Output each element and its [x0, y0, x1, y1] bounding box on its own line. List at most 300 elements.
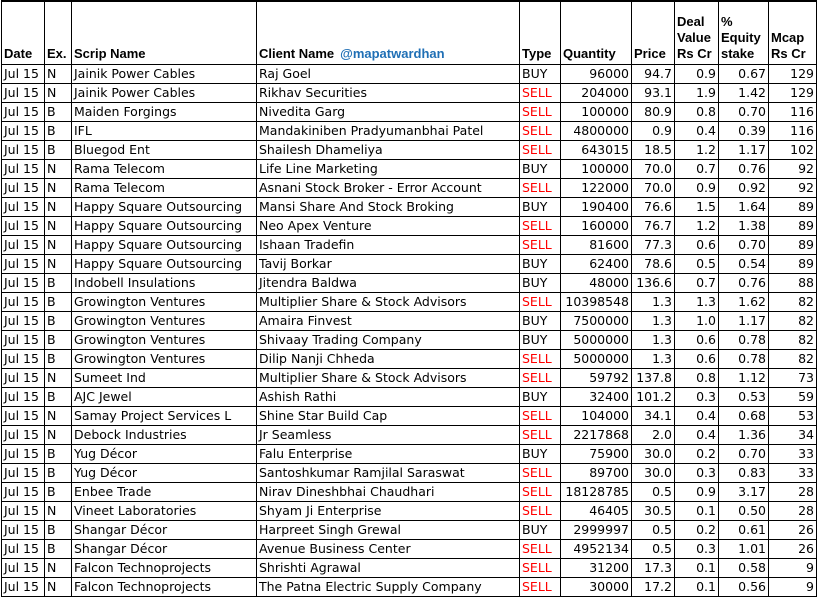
header-date: Date [2, 1, 45, 65]
price-cell: 0.5 [632, 483, 675, 502]
price-cell: 30.5 [632, 502, 675, 521]
deal-value-cell: 1.5 [675, 198, 719, 217]
scrip-cell: Falcon Technoprojects [72, 578, 257, 597]
type-cell: SELL [520, 502, 561, 521]
type-cell: SELL [520, 179, 561, 198]
type-cell: BUY [520, 312, 561, 331]
date-cell: Jul 15 [2, 350, 45, 369]
equity-stake-cell: 0.76 [719, 274, 769, 293]
equity-stake-cell: 1.12 [719, 369, 769, 388]
deal-value-cell: 0.3 [675, 464, 719, 483]
scrip-cell: Yug Décor [72, 445, 257, 464]
quantity-cell: 5000000 [561, 350, 632, 369]
scrip-cell: Enbee Trade [72, 483, 257, 502]
date-cell: Jul 15 [2, 331, 45, 350]
equity-stake-cell: 0.83 [719, 464, 769, 483]
type-cell: SELL [520, 559, 561, 578]
deal-value-cell: 0.4 [675, 407, 719, 426]
deal-value-cell: 0.1 [675, 578, 719, 597]
quantity-cell: 643015 [561, 141, 632, 160]
equity-stake-cell: 1.62 [719, 293, 769, 312]
deal-value-cell: 1.3 [675, 293, 719, 312]
client-cell: Falu Enterprise [257, 445, 520, 464]
equity-stake-cell: 0.54 [719, 255, 769, 274]
equity-stake-cell: 1.38 [719, 217, 769, 236]
price-cell: 0.5 [632, 521, 675, 540]
price-cell: 1.3 [632, 293, 675, 312]
deal-value-cell: 0.4 [675, 122, 719, 141]
exchange-cell: N [45, 160, 72, 179]
deal-value-cell: 0.8 [675, 103, 719, 122]
table-row [2, 122, 817, 141]
table-row [2, 103, 817, 122]
table-row [2, 426, 817, 445]
quantity-cell: 96000 [561, 65, 632, 84]
type-cell: BUY [520, 255, 561, 274]
client-cell: Dilip Nanji Chheda [257, 350, 520, 369]
equity-stake-cell: 3.17 [719, 483, 769, 502]
scrip-cell: Jainik Power Cables [72, 65, 257, 84]
equity-stake-cell: 0.61 [719, 521, 769, 540]
deal-value-cell: 0.4 [675, 426, 719, 445]
mcap-cell: 59 [769, 388, 817, 407]
equity-stake-cell: 0.68 [719, 407, 769, 426]
type-cell: SELL [520, 236, 561, 255]
quantity-cell: 2217868 [561, 426, 632, 445]
scrip-cell: Maiden Forgings [72, 103, 257, 122]
date-cell: Jul 15 [2, 141, 45, 160]
exchange-cell: N [45, 179, 72, 198]
exchange-cell: B [45, 483, 72, 502]
table-row [2, 521, 817, 540]
type-cell: SELL [520, 350, 561, 369]
header-price: Price [632, 1, 675, 65]
mcap-cell: 82 [769, 312, 817, 331]
scrip-cell: Happy Square Outsourcing [72, 236, 257, 255]
deal-value-cell: 1.2 [675, 141, 719, 160]
price-cell: 136.6 [632, 274, 675, 293]
quantity-cell: 31200 [561, 559, 632, 578]
deal-value-cell: 0.1 [675, 502, 719, 521]
exchange-cell: B [45, 122, 72, 141]
date-cell: Jul 15 [2, 483, 45, 502]
mcap-cell: 92 [769, 179, 817, 198]
table-row [2, 445, 817, 464]
equity-stake-cell: 0.70 [719, 236, 769, 255]
type-cell: BUY [520, 388, 561, 407]
bulk-deals-table [1, 0, 817, 597]
exchange-cell: N [45, 426, 72, 445]
client-cell: Mandakiniben Pradyumanbhai Patel [257, 122, 520, 141]
scrip-cell: Rama Telecom [72, 179, 257, 198]
client-cell: Jitendra Baldwa [257, 274, 520, 293]
type-cell: SELL [520, 103, 561, 122]
deal-value-cell: 0.6 [675, 350, 719, 369]
mcap-cell: 116 [769, 122, 817, 141]
date-cell: Jul 15 [2, 217, 45, 236]
date-cell: Jul 15 [2, 426, 45, 445]
client-cell: Nirav Dineshbhai Chaudhari [257, 483, 520, 502]
exchange-cell: B [45, 141, 72, 160]
header-deal-value: Deal Value Rs Cr [675, 1, 719, 65]
table-row [2, 255, 817, 274]
scrip-cell: Growington Ventures [72, 293, 257, 312]
table-row [2, 578, 817, 597]
client-cell: Shrishti Agrawal [257, 559, 520, 578]
table-row [2, 179, 817, 198]
mcap-cell: 28 [769, 483, 817, 502]
header-client-label: Client Name [259, 46, 335, 61]
deal-value-cell: 0.8 [675, 369, 719, 388]
scrip-cell: Vineet Laboratories [72, 502, 257, 521]
equity-stake-cell: 0.78 [719, 350, 769, 369]
equity-stake-cell: 0.39 [719, 122, 769, 141]
exchange-cell: B [45, 350, 72, 369]
header-exchange: Ex. [45, 1, 72, 65]
scrip-cell: Rama Telecom [72, 160, 257, 179]
price-cell: 1.3 [632, 312, 675, 331]
price-cell: 1.3 [632, 331, 675, 350]
scrip-cell: Happy Square Outsourcing [72, 217, 257, 236]
header-mcap: Mcap Rs Cr [769, 1, 817, 65]
date-cell: Jul 15 [2, 198, 45, 217]
date-cell: Jul 15 [2, 84, 45, 103]
scrip-cell: Growington Ventures [72, 331, 257, 350]
scrip-cell: Debock Industries [72, 426, 257, 445]
date-cell: Jul 15 [2, 160, 45, 179]
exchange-cell: B [45, 103, 72, 122]
equity-stake-cell: 1.36 [719, 426, 769, 445]
client-cell: Shyam Ji Enterprise [257, 502, 520, 521]
exchange-cell: N [45, 578, 72, 597]
deal-value-cell: 0.6 [675, 331, 719, 350]
equity-stake-cell: 0.53 [719, 388, 769, 407]
price-cell: 101.2 [632, 388, 675, 407]
scrip-cell: Yug Décor [72, 464, 257, 483]
exchange-cell: B [45, 540, 72, 559]
deal-value-cell: 0.7 [675, 160, 719, 179]
deal-value-cell: 0.5 [675, 255, 719, 274]
mcap-cell: 82 [769, 350, 817, 369]
price-cell: 80.9 [632, 103, 675, 122]
quantity-cell: 59792 [561, 369, 632, 388]
mcap-cell: 9 [769, 578, 817, 597]
header-scrip: Scrip Name [72, 1, 257, 65]
quantity-cell: 160000 [561, 217, 632, 236]
client-cell: Life Line Marketing [257, 160, 520, 179]
type-cell: SELL [520, 369, 561, 388]
quantity-cell: 32400 [561, 388, 632, 407]
date-cell: Jul 15 [2, 502, 45, 521]
date-cell: Jul 15 [2, 464, 45, 483]
mcap-cell: 89 [769, 236, 817, 255]
client-cell: Amaira Finvest [257, 312, 520, 331]
client-cell: The Patna Electric Supply Company [257, 578, 520, 597]
quantity-cell: 10398548 [561, 293, 632, 312]
date-cell: Jul 15 [2, 312, 45, 331]
price-cell: 34.1 [632, 407, 675, 426]
price-cell: 76.6 [632, 198, 675, 217]
quantity-cell: 4952134 [561, 540, 632, 559]
equity-stake-cell: 0.76 [719, 160, 769, 179]
table-row [2, 483, 817, 502]
quantity-cell: 48000 [561, 274, 632, 293]
deal-value-cell: 0.2 [675, 521, 719, 540]
quantity-cell: 122000 [561, 179, 632, 198]
date-cell: Jul 15 [2, 255, 45, 274]
table-row [2, 65, 817, 84]
table-row [2, 84, 817, 103]
equity-stake-cell: 0.70 [719, 103, 769, 122]
date-cell: Jul 15 [2, 540, 45, 559]
date-cell: Jul 15 [2, 369, 45, 388]
date-cell: Jul 15 [2, 578, 45, 597]
exchange-cell: N [45, 369, 72, 388]
mcap-cell: 89 [769, 255, 817, 274]
price-cell: 1.3 [632, 350, 675, 369]
exchange-cell: B [45, 331, 72, 350]
deal-value-cell: 1.0 [675, 312, 719, 331]
client-cell: Neo Apex Venture [257, 217, 520, 236]
deal-value-cell: 0.3 [675, 540, 719, 559]
table-row [2, 464, 817, 483]
exchange-cell: N [45, 217, 72, 236]
scrip-cell: Sumeet Ind [72, 369, 257, 388]
type-cell: SELL [520, 122, 561, 141]
table-row [2, 502, 817, 521]
date-cell: Jul 15 [2, 103, 45, 122]
exchange-cell: N [45, 65, 72, 84]
mcap-cell: 92 [769, 160, 817, 179]
type-cell: SELL [520, 217, 561, 236]
header-equity-stake: % Equity stake [719, 1, 769, 65]
client-cell: Rikhav Securities [257, 84, 520, 103]
price-cell: 17.3 [632, 559, 675, 578]
quantity-cell: 46405 [561, 502, 632, 521]
equity-stake-cell: 0.70 [719, 445, 769, 464]
deal-value-cell: 0.1 [675, 559, 719, 578]
equity-stake-cell: 1.17 [719, 312, 769, 331]
table-row [2, 141, 817, 160]
mcap-cell: 34 [769, 426, 817, 445]
equity-stake-cell: 1.42 [719, 84, 769, 103]
type-cell: BUY [520, 160, 561, 179]
price-cell: 137.8 [632, 369, 675, 388]
client-cell: Jr Seamless [257, 426, 520, 445]
client-cell: Santoshkumar Ramjilal Saraswat [257, 464, 520, 483]
mcap-cell: 88 [769, 274, 817, 293]
type-cell: BUY [520, 274, 561, 293]
exchange-cell: N [45, 559, 72, 578]
type-cell: SELL [520, 141, 561, 160]
scrip-cell: Jainik Power Cables [72, 84, 257, 103]
exchange-cell: B [45, 521, 72, 540]
type-cell: BUY [520, 521, 561, 540]
quantity-cell: 62400 [561, 255, 632, 274]
table-row [2, 350, 817, 369]
price-cell: 70.0 [632, 160, 675, 179]
mcap-cell: 73 [769, 369, 817, 388]
header-client [257, 1, 520, 65]
mcap-cell: 102 [769, 141, 817, 160]
table-row [2, 388, 817, 407]
scrip-cell: Falcon Technoprojects [72, 559, 257, 578]
equity-stake-cell: 0.58 [719, 559, 769, 578]
deal-value-cell: 0.9 [675, 179, 719, 198]
equity-stake-cell: 1.01 [719, 540, 769, 559]
quantity-cell: 81600 [561, 236, 632, 255]
client-cell: Mansi Share And Stock Broking [257, 198, 520, 217]
deal-value-cell: 0.7 [675, 274, 719, 293]
date-cell: Jul 15 [2, 521, 45, 540]
scrip-cell: Samay Project Services L [72, 407, 257, 426]
date-cell: Jul 15 [2, 445, 45, 464]
quantity-cell: 75900 [561, 445, 632, 464]
equity-stake-cell: 0.56 [719, 578, 769, 597]
client-cell: Shine Star Build Cap [257, 407, 520, 426]
price-cell: 94.7 [632, 65, 675, 84]
price-cell: 30.0 [632, 464, 675, 483]
type-cell: BUY [520, 331, 561, 350]
scrip-cell: Shangar Décor [72, 540, 257, 559]
date-cell: Jul 15 [2, 293, 45, 312]
client-cell: Ishaan Tradefin [257, 236, 520, 255]
client-cell: Shivaay Trading Company [257, 331, 520, 350]
deal-value-cell: 1.9 [675, 84, 719, 103]
type-cell: SELL [520, 84, 561, 103]
table-row [2, 293, 817, 312]
type-cell: SELL [520, 483, 561, 502]
exchange-cell: B [45, 312, 72, 331]
quantity-cell: 2999997 [561, 521, 632, 540]
date-cell: Jul 15 [2, 65, 45, 84]
deal-value-cell: 0.9 [675, 65, 719, 84]
table-row [2, 540, 817, 559]
header-row [2, 1, 817, 65]
price-cell: 77.3 [632, 236, 675, 255]
quantity-cell: 7500000 [561, 312, 632, 331]
scrip-cell: Growington Ventures [72, 312, 257, 331]
quantity-cell: 100000 [561, 103, 632, 122]
scrip-cell: Happy Square Outsourcing [72, 198, 257, 217]
price-cell: 76.7 [632, 217, 675, 236]
exchange-cell: B [45, 388, 72, 407]
scrip-cell: Indobell Insulations [72, 274, 257, 293]
scrip-cell: AJC Jewel [72, 388, 257, 407]
table-row [2, 369, 817, 388]
mcap-cell: 129 [769, 84, 817, 103]
equity-stake-cell: 0.92 [719, 179, 769, 198]
mcap-cell: 89 [769, 198, 817, 217]
client-cell: Avenue Business Center [257, 540, 520, 559]
price-cell: 30.0 [632, 445, 675, 464]
exchange-cell: B [45, 464, 72, 483]
type-cell: SELL [520, 540, 561, 559]
quantity-cell: 204000 [561, 84, 632, 103]
mcap-cell: 9 [769, 559, 817, 578]
deal-value-cell: 0.6 [675, 236, 719, 255]
equity-stake-cell: 0.67 [719, 65, 769, 84]
exchange-cell: B [45, 293, 72, 312]
price-cell: 78.6 [632, 255, 675, 274]
table-row [2, 312, 817, 331]
table-row [2, 160, 817, 179]
exchange-cell: N [45, 198, 72, 217]
price-cell: 18.5 [632, 141, 675, 160]
client-cell: Raj Goel [257, 65, 520, 84]
client-cell: Multiplier Share & Stock Advisors [257, 369, 520, 388]
mcap-cell: 33 [769, 445, 817, 464]
quantity-cell: 89700 [561, 464, 632, 483]
price-cell: 17.2 [632, 578, 675, 597]
date-cell: Jul 15 [2, 559, 45, 578]
exchange-cell: N [45, 502, 72, 521]
mcap-cell: 129 [769, 65, 817, 84]
type-cell: SELL [520, 426, 561, 445]
mcap-cell: 28 [769, 502, 817, 521]
scrip-cell: Bluegod Ent [72, 141, 257, 160]
table-row [2, 274, 817, 293]
table-row [2, 236, 817, 255]
table-row [2, 407, 817, 426]
table-body [2, 65, 817, 597]
price-cell: 70.0 [632, 179, 675, 198]
deal-value-cell: 0.2 [675, 445, 719, 464]
mcap-cell: 26 [769, 540, 817, 559]
exchange-cell: N [45, 255, 72, 274]
date-cell: Jul 15 [2, 274, 45, 293]
type-cell: BUY [520, 445, 561, 464]
mcap-cell: 89 [769, 217, 817, 236]
type-cell: SELL [520, 578, 561, 597]
client-cell: Multiplier Share & Stock Advisors [257, 293, 520, 312]
exchange-cell: N [45, 407, 72, 426]
type-cell: SELL [520, 464, 561, 483]
price-cell: 2.0 [632, 426, 675, 445]
scrip-cell: Happy Square Outsourcing [72, 255, 257, 274]
date-cell: Jul 15 [2, 407, 45, 426]
equity-stake-cell: 1.17 [719, 141, 769, 160]
scrip-cell: IFL [72, 122, 257, 141]
table-row [2, 217, 817, 236]
type-cell: SELL [520, 293, 561, 312]
scrip-cell: Growington Ventures [72, 350, 257, 369]
price-cell: 0.9 [632, 122, 675, 141]
exchange-cell: N [45, 84, 72, 103]
date-cell: Jul 15 [2, 236, 45, 255]
client-cell: Nivedita Garg [257, 103, 520, 122]
scrip-cell: Shangar Décor [72, 521, 257, 540]
twitter-handle: @mapatwardhan [340, 46, 445, 61]
client-cell: Tavij Borkar [257, 255, 520, 274]
mcap-cell: 26 [769, 521, 817, 540]
quantity-cell: 190400 [561, 198, 632, 217]
quantity-cell: 100000 [561, 160, 632, 179]
deal-value-cell: 0.3 [675, 388, 719, 407]
date-cell: Jul 15 [2, 179, 45, 198]
exchange-cell: N [45, 236, 72, 255]
price-cell: 0.5 [632, 540, 675, 559]
deal-value-cell: 0.9 [675, 483, 719, 502]
table-row [2, 198, 817, 217]
client-cell: Asnani Stock Broker - Error Account [257, 179, 520, 198]
date-cell: Jul 15 [2, 122, 45, 141]
quantity-cell: 5000000 [561, 331, 632, 350]
quantity-cell: 30000 [561, 578, 632, 597]
quantity-cell: 104000 [561, 407, 632, 426]
client-cell: Shailesh Dhameliya [257, 141, 520, 160]
quantity-cell: 4800000 [561, 122, 632, 141]
